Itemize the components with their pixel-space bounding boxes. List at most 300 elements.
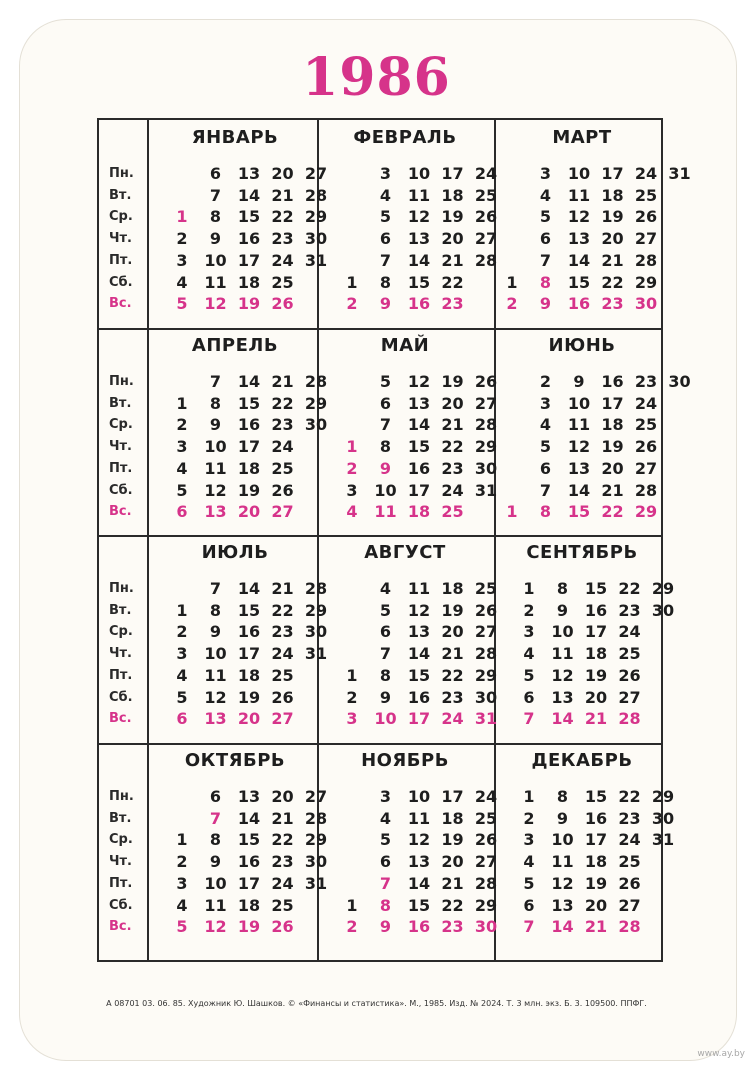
calendar-day: 19 <box>237 480 261 500</box>
calendar-day: 3 <box>346 480 358 500</box>
calendar-day: 5 <box>176 687 188 707</box>
calendar-day: 2 <box>176 852 188 872</box>
calendar-day: 2 <box>346 687 358 707</box>
calendar-day: 23 <box>634 372 658 391</box>
calendar-day: 21 <box>441 873 464 893</box>
calendar-day: 31 <box>474 709 498 729</box>
calendar-day: 1 <box>346 895 358 915</box>
calendar-day: 8 <box>539 502 552 522</box>
calendar-day: 26 <box>618 873 641 893</box>
calendar-day: 2 <box>539 372 552 391</box>
calendar-day: 2 <box>523 600 535 620</box>
calendar-day: 10 <box>567 393 591 413</box>
calendar-day: 25 <box>634 415 658 435</box>
calendar-day: 4 <box>176 458 188 478</box>
calendar-day: 28 <box>634 250 658 270</box>
calendar-day: 29 <box>304 393 328 413</box>
calendar-day: 6 <box>379 852 392 872</box>
calendar-day: 2 <box>176 229 188 249</box>
calendar-day: 17 <box>237 644 261 664</box>
calendar-day: 21 <box>271 372 294 391</box>
weekday-label: Ср. <box>109 624 133 640</box>
calendar-day: 21 <box>601 480 624 500</box>
calendar-day: 28 <box>618 709 641 729</box>
calendar-day: 16 <box>237 622 261 642</box>
calendar-day: 30 <box>651 808 675 828</box>
calendar-day: 19 <box>237 294 261 314</box>
month-name: ЯНВАРЬ <box>191 127 279 148</box>
calendar-day: 23 <box>618 600 641 620</box>
watermark: www.ay.by <box>697 1049 745 1059</box>
calendar-day: 6 <box>176 502 188 522</box>
calendar-day: 10 <box>204 873 227 893</box>
calendar-day: 6 <box>379 622 392 642</box>
calendar-day: 22 <box>271 207 294 227</box>
calendar-day: 14 <box>567 480 591 500</box>
calendar-day: 22 <box>601 272 624 292</box>
calendar-day: 19 <box>601 207 624 227</box>
calendar-day: 28 <box>304 579 328 598</box>
weekday-label: Пн. <box>109 581 134 596</box>
calendar-day: 17 <box>441 787 464 806</box>
calendar-day: 18 <box>407 502 431 522</box>
calendar-day: 20 <box>441 622 464 642</box>
weekday-label: Вт. <box>109 187 132 203</box>
weekday-label: Пт. <box>109 252 133 268</box>
calendar-day: 6 <box>379 393 392 413</box>
calendar-day: 24 <box>271 644 294 664</box>
weekday-label: Чт. <box>109 439 132 455</box>
calendar-day: 16 <box>407 294 431 314</box>
calendar-day: 1 <box>176 393 188 413</box>
calendar-day: 28 <box>474 644 498 664</box>
calendar-day: 20 <box>601 458 624 478</box>
calendar-day: 19 <box>441 600 464 620</box>
calendar-day: 30 <box>634 294 658 314</box>
calendar-day: 21 <box>271 579 294 598</box>
calendar-day: 16 <box>584 600 608 620</box>
calendar-day: 20 <box>237 502 261 522</box>
weekday-label: Ср. <box>109 832 133 848</box>
calendar-day: 13 <box>567 458 591 478</box>
calendar-day: 21 <box>584 709 608 729</box>
calendar-day: 13 <box>407 852 431 872</box>
calendar-day: 5 <box>523 873 535 893</box>
calendar-day: 18 <box>441 579 464 598</box>
calendar-day: 1 <box>176 600 188 620</box>
calendar-day: 14 <box>237 808 261 828</box>
weekday-label: Сб. <box>109 689 133 705</box>
calendar-day: 29 <box>634 502 658 522</box>
calendar-day: 27 <box>304 164 328 183</box>
calendar-day: 14 <box>407 415 431 435</box>
calendar-day: 30 <box>304 622 328 642</box>
calendar-day: 22 <box>601 502 624 522</box>
weekday-label: Сб. <box>109 897 133 913</box>
calendar-day: 24 <box>271 437 294 457</box>
calendar-day: 16 <box>407 458 431 478</box>
calendar-day: 12 <box>407 207 431 227</box>
calendar-day: 28 <box>304 185 328 205</box>
month-name: ИЮЛЬ <box>201 542 269 563</box>
calendar-day: 5 <box>176 480 188 500</box>
calendar-day: 31 <box>474 480 498 500</box>
calendar-day: 10 <box>204 437 227 457</box>
calendar-day: 12 <box>204 687 227 707</box>
calendar-day: 11 <box>551 852 574 872</box>
calendar-day: 13 <box>237 787 261 806</box>
calendar-day: 13 <box>237 164 261 183</box>
calendar-day: 9 <box>379 687 392 707</box>
calendar-day: 27 <box>618 687 641 707</box>
calendar-day: 24 <box>441 480 464 500</box>
calendar-day: 9 <box>556 808 569 828</box>
weekday-label: Сб. <box>109 482 133 498</box>
month-name: НОЯБРЬ <box>361 750 449 771</box>
calendar-day: 12 <box>567 207 591 227</box>
calendar-day: 14 <box>551 917 574 937</box>
calendar-day: 13 <box>204 709 227 729</box>
month-name: МАЙ <box>380 335 430 356</box>
calendar-day: 1 <box>346 272 358 292</box>
weekday-label: Пт. <box>109 875 133 891</box>
calendar-day: 9 <box>209 622 222 642</box>
calendar-day: 23 <box>271 415 294 435</box>
calendar-day: 3 <box>176 250 188 270</box>
weekday-label: Вт. <box>109 395 132 411</box>
calendar-day: 11 <box>551 644 574 664</box>
weekday-label: Чт. <box>109 231 132 247</box>
calendar-day: 6 <box>209 787 222 806</box>
calendar-day: 25 <box>474 808 498 828</box>
calendar-day: 10 <box>551 830 574 850</box>
calendar-day: 8 <box>379 437 392 457</box>
calendar-day: 19 <box>237 687 261 707</box>
calendar-day: 7 <box>209 579 222 598</box>
calendar-day: 18 <box>584 644 608 664</box>
calendar-day: 21 <box>441 644 464 664</box>
calendar-day: 24 <box>634 393 658 413</box>
calendar-day: 7 <box>379 415 392 435</box>
calendar-day: 24 <box>474 164 498 183</box>
calendar-day: 19 <box>601 437 624 457</box>
calendar-day: 1 <box>523 579 535 598</box>
calendar-day: 6 <box>379 229 392 249</box>
calendar-day: 8 <box>209 600 222 620</box>
calendar-day: 31 <box>304 250 328 270</box>
calendar-day: 19 <box>237 917 261 937</box>
calendar-day: 9 <box>539 294 552 314</box>
calendar-day: 4 <box>523 644 535 664</box>
calendar-day: 22 <box>441 895 464 915</box>
calendar-day: 7 <box>539 480 552 500</box>
calendar-day: 20 <box>584 687 608 707</box>
calendar-day: 17 <box>237 873 261 893</box>
calendar-day: 26 <box>271 480 294 500</box>
calendar-day: 23 <box>618 808 641 828</box>
calendar-day: 23 <box>441 687 464 707</box>
calendar-day: 7 <box>379 250 392 270</box>
calendar-day: 9 <box>209 229 222 249</box>
calendar-day: 23 <box>271 852 294 872</box>
calendar-day: 18 <box>441 185 464 205</box>
grid-divider <box>99 535 661 537</box>
weekday-label: Вт. <box>109 810 132 826</box>
calendar-day: 5 <box>379 207 392 227</box>
calendar-day: 31 <box>304 873 328 893</box>
calendar-day: 4 <box>539 415 552 435</box>
calendar-day: 9 <box>209 852 222 872</box>
calendar-day: 20 <box>237 709 261 729</box>
calendar-day: 21 <box>601 250 624 270</box>
calendar-day: 29 <box>304 600 328 620</box>
calendar-day: 21 <box>584 917 608 937</box>
calendar-day: 4 <box>346 502 358 522</box>
calendar-day: 4 <box>176 272 188 292</box>
calendar-day: 13 <box>407 622 431 642</box>
calendar-day: 27 <box>474 622 498 642</box>
calendar-day: 4 <box>379 579 392 598</box>
calendar-day: 20 <box>584 895 608 915</box>
calendar-day: 8 <box>209 207 222 227</box>
calendar-day: 21 <box>271 185 294 205</box>
weekday-label: Вс. <box>109 504 132 520</box>
calendar-day: 15 <box>584 579 608 598</box>
calendar-day: 23 <box>601 294 624 314</box>
calendar-day: 12 <box>407 372 431 391</box>
calendar-day: 18 <box>441 808 464 828</box>
calendar-day: 25 <box>441 502 464 522</box>
calendar-day: 2 <box>346 294 358 314</box>
calendar-day: 11 <box>204 458 227 478</box>
weekday-label: Чт. <box>109 854 132 870</box>
calendar-day: 11 <box>204 665 227 685</box>
grid-divider <box>99 743 661 745</box>
calendar-day: 23 <box>271 622 294 642</box>
calendar-day: 13 <box>204 502 227 522</box>
calendar-day: 28 <box>304 372 328 391</box>
calendar-day: 17 <box>407 709 431 729</box>
calendar-day: 17 <box>237 437 261 457</box>
calendar-day: 30 <box>474 687 498 707</box>
calendar-day: 25 <box>634 185 658 205</box>
month-name: ФЕВРАЛЬ <box>353 127 457 148</box>
weekday-label: Чт. <box>109 646 132 662</box>
calendar-day: 24 <box>271 873 294 893</box>
calendar-day: 2 <box>506 294 518 314</box>
calendar-day: 31 <box>304 644 328 664</box>
calendar-day: 28 <box>634 480 658 500</box>
calendar-day: 29 <box>474 665 498 685</box>
calendar-day: 6 <box>176 709 188 729</box>
calendar-day: 25 <box>271 665 294 685</box>
calendar-day: 21 <box>441 250 464 270</box>
calendar-day: 16 <box>584 808 608 828</box>
calendar-day: 25 <box>474 579 498 598</box>
calendar-day: 13 <box>567 229 591 249</box>
month-name: СЕНТЯБРЬ <box>526 542 638 563</box>
calendar-day: 12 <box>551 873 574 893</box>
calendar-day: 1 <box>506 502 518 522</box>
calendar-day: 17 <box>584 622 608 642</box>
calendar-day: 22 <box>441 665 464 685</box>
calendar-day: 7 <box>209 372 222 391</box>
calendar-day: 13 <box>551 895 574 915</box>
calendar-day: 15 <box>237 207 261 227</box>
calendar-day: 24 <box>271 250 294 270</box>
calendar-day: 12 <box>204 480 227 500</box>
calendar-day: 15 <box>567 502 591 522</box>
calendar-day: 30 <box>304 852 328 872</box>
calendar-day: 11 <box>407 808 431 828</box>
calendar-day: 10 <box>551 622 574 642</box>
calendar-day: 1 <box>346 437 358 457</box>
calendar-day: 18 <box>601 185 624 205</box>
calendar-day: 15 <box>584 787 608 806</box>
calendar-day: 18 <box>601 415 624 435</box>
calendar-day: 4 <box>539 185 552 205</box>
calendar-day: 12 <box>204 917 227 937</box>
calendar-day: 25 <box>618 852 641 872</box>
calendar-day: 7 <box>523 709 535 729</box>
calendar-day: 5 <box>539 437 552 457</box>
calendar-day: 7 <box>209 185 222 205</box>
calendar-day: 2 <box>346 458 358 478</box>
calendar-day: 27 <box>634 458 658 478</box>
calendar-day: 30 <box>304 415 328 435</box>
calendar-day: 16 <box>567 294 591 314</box>
grid-divider <box>99 328 661 330</box>
calendar-day: 6 <box>209 164 222 183</box>
calendar-day: 3 <box>176 644 188 664</box>
calendar-day: 25 <box>271 458 294 478</box>
calendar-day: 12 <box>407 600 431 620</box>
grid-divider <box>147 120 149 960</box>
calendar-day: 17 <box>601 393 624 413</box>
calendar-day: 1 <box>176 830 188 850</box>
calendar-day: 11 <box>567 415 591 435</box>
calendar-day: 22 <box>271 600 294 620</box>
month-name: МАРТ <box>552 127 612 148</box>
month-name: ДЕКАБРЬ <box>531 750 633 771</box>
calendar-day: 8 <box>209 830 222 850</box>
calendar-day: 15 <box>407 437 431 457</box>
calendar-day: 29 <box>304 830 328 850</box>
calendar-day: 22 <box>441 437 464 457</box>
calendar-day: 27 <box>271 502 294 522</box>
calendar-day: 29 <box>651 787 675 806</box>
calendar-day: 21 <box>441 415 464 435</box>
calendar-day: 26 <box>271 294 294 314</box>
calendar-day: 16 <box>237 415 261 435</box>
calendar-day: 13 <box>551 687 574 707</box>
calendar-day: 26 <box>474 207 498 227</box>
calendar-day: 3 <box>539 393 552 413</box>
calendar-day: 26 <box>634 437 658 457</box>
calendar-day: 17 <box>601 164 624 183</box>
calendar-day: 25 <box>474 185 498 205</box>
calendar-day: 2 <box>523 808 535 828</box>
calendar-day: 22 <box>271 393 294 413</box>
weekday-label: Ср. <box>109 417 133 433</box>
calendar-day: 18 <box>584 852 608 872</box>
calendar-day: 17 <box>407 480 431 500</box>
calendar-day: 4 <box>379 808 392 828</box>
calendar-day: 14 <box>237 372 261 391</box>
calendar-day: 6 <box>523 687 535 707</box>
calendar-day: 27 <box>271 709 294 729</box>
weekday-label: Пт. <box>109 460 133 476</box>
calendar-day: 28 <box>474 415 498 435</box>
calendar-day: 10 <box>204 644 227 664</box>
calendar-day: 16 <box>601 372 624 391</box>
calendar-day: 27 <box>634 229 658 249</box>
calendar-day: 28 <box>304 808 328 828</box>
calendar-day: 14 <box>551 709 574 729</box>
calendar-day: 16 <box>407 687 431 707</box>
calendar-day: 2 <box>346 917 358 937</box>
calendar-day: 26 <box>634 207 658 227</box>
month-name: АВГУСТ <box>364 542 446 563</box>
calendar-day: 30 <box>474 917 498 937</box>
calendar-day: 28 <box>618 917 641 937</box>
calendar-day: 14 <box>407 873 431 893</box>
calendar-day: 5 <box>379 600 392 620</box>
calendar-day: 8 <box>556 579 569 598</box>
month-name: ИЮНЬ <box>548 335 616 356</box>
calendar-day: 30 <box>651 600 675 620</box>
weekday-label: Вс. <box>109 711 132 727</box>
calendar-day: 3 <box>176 873 188 893</box>
calendar-day: 18 <box>237 665 261 685</box>
calendar-day: 9 <box>573 372 585 391</box>
calendar-day: 10 <box>374 709 397 729</box>
calendar-day: 24 <box>474 787 498 806</box>
calendar-day: 26 <box>474 372 498 391</box>
calendar-day: 19 <box>584 665 608 685</box>
calendar-day: 7 <box>539 250 552 270</box>
calendar-day: 11 <box>204 895 227 915</box>
calendar-day: 8 <box>539 272 552 292</box>
calendar-day: 1 <box>346 665 358 685</box>
calendar-day: 13 <box>407 229 431 249</box>
calendar-day: 25 <box>618 644 641 664</box>
calendar-day: 18 <box>237 895 261 915</box>
calendar-day: 17 <box>584 830 608 850</box>
calendar-day: 6 <box>523 895 535 915</box>
calendar-day: 16 <box>237 229 261 249</box>
calendar-day: 14 <box>407 644 431 664</box>
calendar-day: 7 <box>209 808 222 828</box>
calendar-day: 27 <box>474 393 498 413</box>
calendar-day: 11 <box>407 185 431 205</box>
calendar-day: 5 <box>176 294 188 314</box>
calendar-day: 24 <box>634 164 658 183</box>
calendar-day: 29 <box>304 207 328 227</box>
calendar-day: 23 <box>441 917 464 937</box>
calendar-day: 26 <box>474 600 498 620</box>
calendar-day: 28 <box>474 873 498 893</box>
calendar-day: 20 <box>271 164 294 183</box>
calendar-day: 27 <box>474 229 498 249</box>
calendar-day: 11 <box>567 185 591 205</box>
weekday-label: Пн. <box>109 374 134 389</box>
weekday-label: Вс. <box>109 296 132 312</box>
calendar-day: 5 <box>523 665 535 685</box>
calendar-day: 9 <box>379 294 392 314</box>
calendar-day: 4 <box>523 852 535 872</box>
calendar-day: 19 <box>441 207 464 227</box>
